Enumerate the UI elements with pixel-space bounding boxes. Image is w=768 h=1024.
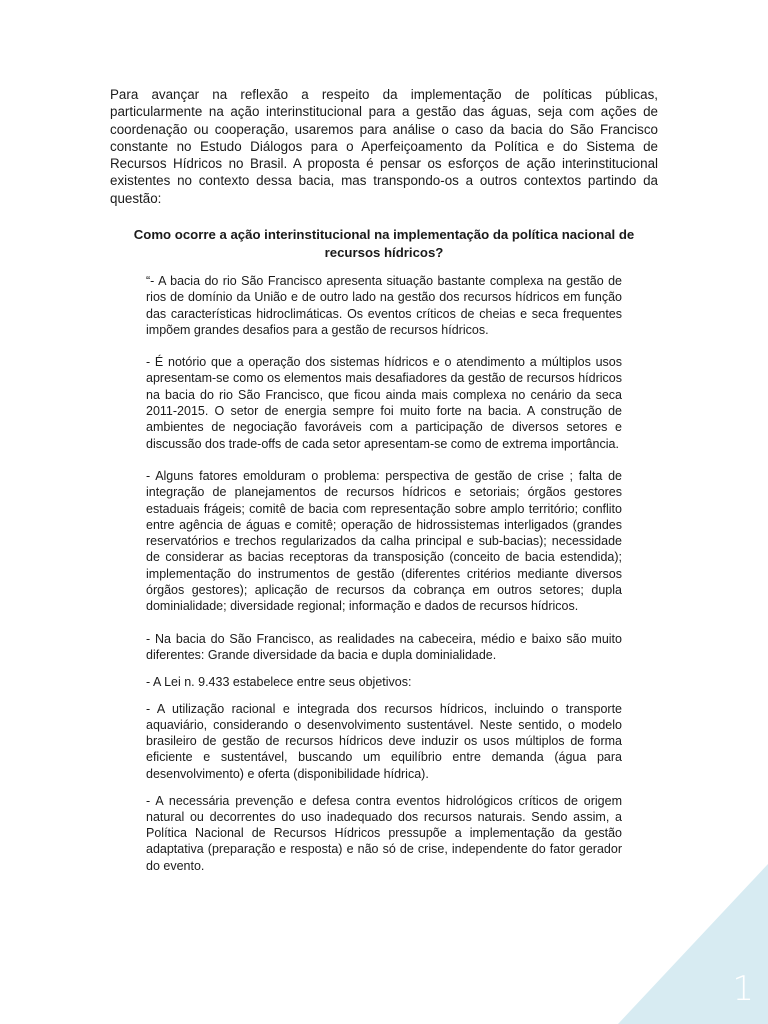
quote-paragraph-7: - A necessária prevenção e defesa contra eventos hidrológicos críticos de origem natural ou decorrentes do uso inadequado dos recursos naturais. Sendo assim, a Política Nacional de Recursos Hídricos pressupõe a implementação da gestão adaptativa (preparação e resposta) e não só de crise, independente do fator gerador do evento. [146,793,622,873]
quote-paragraph-3: - Alguns fatores emolduram o problema: perspectiva de gestão de crise ; falta de integração de planejamentos de recursos hídricos e setoriais; órgãos gestores estaduais frágeis; comitê de bacia com representação sobre amplo território; conflito entre agência de águas e comitê; operação de hidrossistemas interligados (grandes reservatórios e trechos regularizados da calha principal e sub-bacias); necessidade de considerar as bacias receptoras da transposição (conceito de bacia estendida); implementação do instrumentos de gestão (diferentes critérios mediante diversos órgãos gestores); aplicação de recursos da cobrança em outros setores; dupla dominialidade; diversidade regional; informação e dados de recursos hídricos. [146,468,622,614]
quote-paragraph-2: - É notório que a operação dos sistemas hídricos e o atendimento a múltiplos usos apresentam-se como os elementos mais desafiadores da gestão de recursos hídricos na bacia do rio São Francisco, que ficou ainda mais complexa no cenário da seca 2011-2015. O setor de energia sempre foi muito forte na bacia. A construção de ambientes de negociação favoráveis com a participação de diversos setores e discussão dos trade-offs de cada setor apresentam-se como de extrema importância. [146,355,622,451]
intro-paragraph: Para avançar na reflexão a respeito da implementação de políticas públicas, particularmente na ação interinstitucional para a gestão das águas, seja com ações de coordenação ou cooperação, usaremos para análise o caso da bacia do São Francisco constante no Estudo Diálogos para o Aperfeiçoamento da Política e do Sistema de Recursos Hídricos no Brasil. A proposta é pensar os esforços de ação interinstitucional existentes no contexto dessa bacia, mas transpondo-os a outros contextos partindo da questão: [110,87,658,206]
page-number: 1 [732,969,754,1009]
quote-paragraph-6: - A utilização racional e integrada dos recursos hídricos, incluindo o transporte aquaviário, considerando o desenvolvimento sustentável. Neste sentido, o modelo brasileiro de gestão de recursos hídricos deve induzir os usos múltiplos de forma eficiente e sustentável, buscando um equilíbrio entre demanda (água para desenvolvimento) e oferta (disponibilidade hídrica). [146,701,622,781]
guiding-question: Como ocorre a ação interinstitucional na implementação da política nacional de recursos hídricos? [133,227,635,260]
quote-paragraph-1: “- A bacia do rio São Francisco apresenta situação bastante complexa na gestão de rios de domínio da União e de outro lado na gestão dos recursos hídricos em função das características hidroclimáticas. Os eventos críticos de cheias e seca frequentes impõem grandes desafios para a gestão de recursos hídricos. [146,274,622,337]
quoted-excerpt [146,273,622,885]
quote-paragraph-4: - Na bacia do São Francisco, as realidades na cabeceira, médio e baixo são muito diferentes: Grande diversidade da bacia e dupla dominialidade. [146,631,622,662]
quote-paragraph-5: - A Lei n. 9.433 estabelece entre seus objetivos: [146,674,412,689]
